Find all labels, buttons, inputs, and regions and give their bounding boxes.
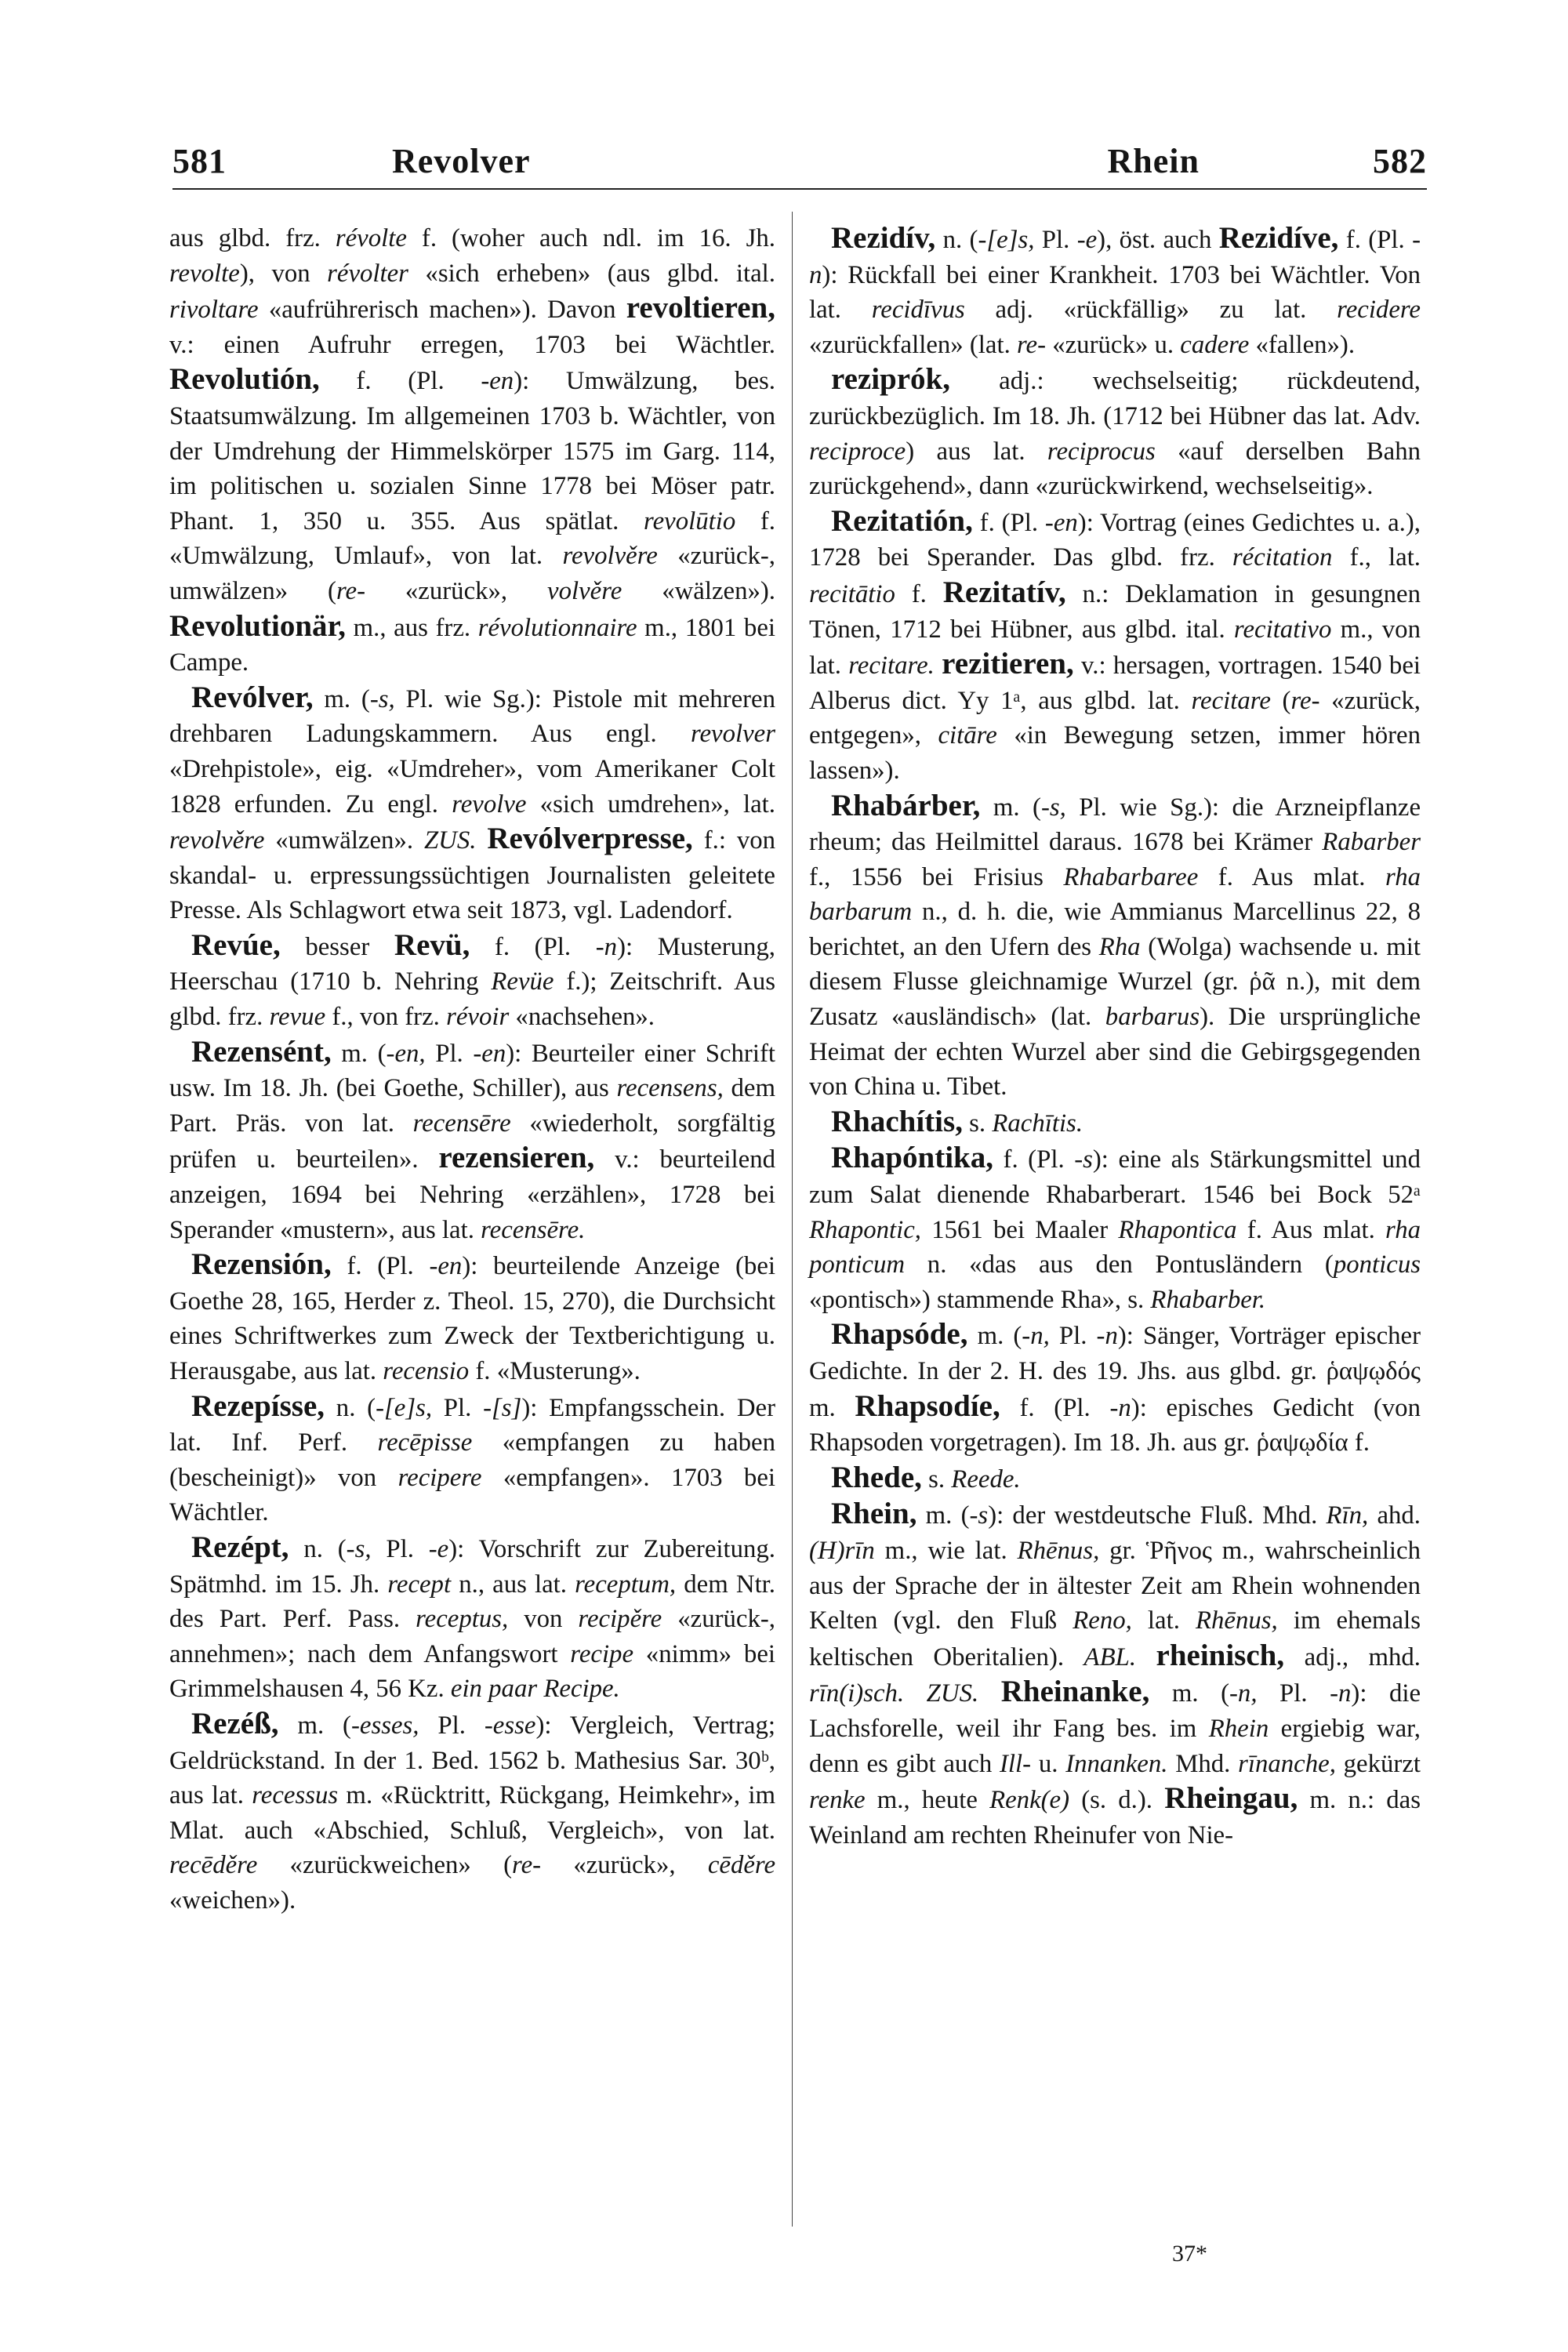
entry-text: lat.	[1131, 1606, 1196, 1635]
italic-form: ZUS.	[926, 1679, 979, 1708]
headword: Rhabárber,	[831, 788, 981, 822]
entry-text: m. (	[278, 1711, 351, 1740]
italic-form: -s	[969, 1501, 989, 1530]
italic-form: rīnanche,	[1238, 1749, 1336, 1778]
entry-text: ): die Lachsforelle, weil ihr Fang bes. im	[809, 1679, 1421, 1743]
italic-form: -n,	[1022, 1322, 1050, 1351]
italic-form: revue	[269, 1003, 326, 1032]
headword: rheinisch,	[1156, 1638, 1285, 1672]
italic-form: Rachītis.	[992, 1109, 1083, 1138]
entry-text: f. (woher auch ndl. im 16. Jh.	[406, 224, 775, 252]
entry-text: f. (Pl.	[470, 932, 596, 961]
italic-form: recitātio	[809, 579, 895, 608]
entry-text: «wälzen»).	[622, 576, 775, 605]
entry-text: «Drehpistole», eig. «Umdreher», vom Amerikaner Colt 1828 erfunden. Zu engl.	[169, 754, 775, 818]
entry-text	[476, 826, 487, 855]
dictionary-entry-reziprok	[809, 362, 1421, 503]
entry-text: «wiederholt, sorgfältig prüfen u. beurteilen».	[169, 1109, 775, 1174]
entry-text: «zurückweichen» (	[257, 1851, 513, 1880]
entry-text: ): Vergleich, Vertrag; Geldrückstand. In der 1. Bed. 1562 b. Mathesius Sar. 30ᵇ, aus lat.	[169, 1711, 775, 1810]
headword: Rezitatív,	[942, 575, 1066, 609]
italic-form: Rhabarber.	[1150, 1285, 1266, 1314]
entry-text: n., d. h. die, wie Ammianus Marcellinus 22, 8 berichtet, an den Ufern des	[809, 898, 1421, 961]
entry-text	[935, 652, 942, 680]
italic-form: Rhein	[1208, 1714, 1269, 1743]
italic-form: recipe	[570, 1639, 634, 1668]
entry-text: «auf derselben Bahn zurückgehend», dann «zurückwirkend, wechselseitig».	[809, 437, 1421, 501]
italic-form: récitation	[1232, 543, 1333, 572]
italic-form: recēděre	[169, 1851, 258, 1880]
running-header	[172, 141, 1427, 190]
dictionary-entry-rezepisse	[169, 1389, 775, 1530]
entry-text: f.	[895, 579, 943, 608]
italic-form: Rhapontic,	[809, 1215, 922, 1244]
entry-text	[978, 1679, 1001, 1708]
entry-text: n., aus lat.	[451, 1570, 575, 1599]
italic-form: reciprocus	[1047, 437, 1156, 466]
entry-text: «sich erheben» (aus glbd. ital.	[408, 259, 775, 288]
entry-text: gr. Ῥῆνος m., wahrscheinlich aus der Sprache der in ältester Zeit am Rhein wohnenden Kelten (vgl. den Fluß	[809, 1536, 1421, 1635]
italic-form: barbarus	[1105, 1003, 1200, 1032]
italic-form: Rhabarbaree	[1063, 862, 1199, 891]
italic-form: Reno,	[1073, 1606, 1132, 1635]
entry-text: f.: von skandal- u. erpressungssüchtigen Journalisten geleitete Presse. Als Schlagwort etwa seit 1873, vgl. Ladendorf.	[169, 826, 776, 925]
entry-text: ): Umwälzung, bes. Staatsumwälzung. Im allgemeinen 1703 b. Wächtler, von der Umdrehung der Himmelskörper 1575 im Garg. 114, im politischen u. sozialen Sinne 1778 bei Möser patr. Phant. 1, 350 u. 355. Aus spätlat.	[169, 367, 775, 535]
headword: Rezidív,	[831, 221, 936, 255]
entry-text: «nachsehen».	[509, 1003, 655, 1032]
entry-text: ): Sänger, Vorträger epischer Gedichte. In der 2. H. des 19. Jhs. aus glbd. gr. ῥαψῳδός m.	[809, 1322, 1421, 1422]
entry-text: Pl. wie Sg.): Pistole mit mehreren drehbaren Ladungskammern. Aus engl.	[169, 684, 776, 749]
entry-text: «fallen»).	[1249, 330, 1356, 359]
italic-form: Renk(e)	[989, 1786, 1070, 1815]
italic-form: Innanken.	[1065, 1749, 1168, 1778]
entry-text: m. (	[916, 1501, 970, 1530]
entry-text: f. (Pl.	[993, 1145, 1075, 1174]
entry-text: «zurück»,	[541, 1851, 708, 1880]
italic-form: ZUS.	[423, 826, 477, 855]
entry-text: Pl.	[1034, 226, 1077, 254]
italic-form: recidīvus	[871, 296, 965, 325]
italic-form: -n	[1330, 1679, 1352, 1708]
italic-form: recidere	[1337, 296, 1421, 325]
entry-text: ). Die ursprüngliche Heimat der echten Wurzel aber sind die Gebirgsgegenden von China u. Tibet.	[809, 1003, 1421, 1102]
entry-text: «in Bewegung setzen, immer hören lassen»).	[809, 721, 1421, 785]
entry-text: «zurück-, umwälzen» (	[169, 542, 775, 605]
headword: Revolutionär,	[169, 608, 346, 643]
italic-form: rha ponticum	[809, 1215, 1421, 1279]
headword: Rhapsodíe,	[855, 1388, 1000, 1423]
entry-text: f., lat.	[1332, 543, 1421, 572]
entry-text: ), öst. auch	[1097, 226, 1219, 254]
entry-text: Pl.	[419, 1711, 485, 1740]
headword: Revü,	[394, 927, 470, 962]
dictionary-entry-rezension	[169, 1247, 775, 1388]
dictionary-entry-rezidiv	[809, 221, 1421, 362]
italic-form: revolve	[452, 789, 527, 818]
italic-form: -n	[595, 932, 618, 961]
italic-form: -n,	[1229, 1679, 1258, 1708]
entry-text: «weichen»).	[169, 1886, 296, 1915]
entry-text: «umwälzen».	[264, 826, 424, 855]
entry-text: «aufrührerisch machen»). Davon	[258, 296, 626, 325]
entry-text: Pl.	[371, 1534, 429, 1563]
italic-form: receptus,	[416, 1605, 509, 1634]
italic-form: recēpisse	[377, 1428, 473, 1457]
entry-text: ): Beurteiler einer Schrift usw. Im 18. Jh. (bei Goethe, Schiller), aus	[169, 1039, 775, 1103]
entry-text: Pl. wie Sg.): die Arzneipflanze rheum; das Heilmittel daraus. 1678 bei Krämer	[809, 793, 1421, 857]
entry-text: ergiebig war, denn es gibt auch	[809, 1714, 1421, 1778]
headword: Rhapóntika,	[831, 1141, 993, 1175]
italic-form: (H)rīn	[809, 1536, 875, 1565]
entry-text: n. (	[325, 1393, 376, 1422]
italic-form: -en	[1044, 508, 1078, 537]
entry-text: m., heute	[865, 1786, 990, 1815]
italic-form: révolutionnaire	[477, 613, 637, 642]
entry-text: ): Musterung, Heerschau (1710 b. Nehring	[169, 932, 776, 996]
headword: reziprók,	[831, 362, 951, 397]
entry-text: 1561 bei Maaler	[921, 1215, 1119, 1244]
entry-text: s.	[962, 1109, 993, 1138]
page-number-right: 582	[1373, 142, 1427, 180]
column-divider	[792, 212, 793, 2227]
italic-form: -n	[809, 226, 1421, 289]
entry-text: f. (Pl.	[1000, 1393, 1110, 1422]
entry-text: m., wie lat.	[874, 1536, 1018, 1565]
entry-text: adj.: wechselseitig; rückdeutend, zurückbezüglich. Im 18. Jh. (1712 bei Hübner das lat. Adv.	[809, 367, 1421, 430]
entry-text: f. (Pl.	[331, 1252, 430, 1281]
entry-text: f. (Pl.	[319, 367, 481, 396]
italic-form: -s,	[1040, 793, 1066, 822]
italic-form: volvěre	[547, 576, 622, 605]
entry-text: dem Ntr. des Part. Perf. Pass.	[169, 1570, 775, 1634]
dictionary-entry-rhede	[809, 1461, 1421, 1497]
italic-form: recessus	[252, 1781, 339, 1810]
entry-text: n. «das aus den Pontusländern (	[905, 1250, 1334, 1279]
entry-text: adj., mhd.	[1284, 1642, 1421, 1671]
italic-form: révoir	[446, 1003, 510, 1032]
italic-form: révolte	[335, 224, 407, 252]
headword: Rezensént,	[191, 1034, 332, 1069]
headword: Rezitatión,	[831, 503, 973, 538]
italic-form: revolvěre	[169, 826, 265, 855]
entry-text: «nimm» bei Grimmelshausen 4, 56 Kz.	[169, 1639, 776, 1704]
page-number-left: 581	[172, 142, 227, 180]
entry-text: m. «Rücktritt, Rückgang, Heimkehr», im Mlat. auch «Abschied, Schluß, Vergleich», von lat.	[169, 1781, 775, 1845]
italic-form: -s,	[369, 684, 395, 713]
entry-text: v.: einen Aufruhr erregen, 1703 bei Wächtler.	[169, 330, 775, 359]
italic-form: recitare	[1191, 686, 1271, 715]
headword: Revólverpresse,	[487, 822, 693, 856]
entry-text	[1136, 1643, 1156, 1671]
italic-form: -e	[1076, 226, 1098, 254]
entry-text: v.: hersagen, vortragen. 1540 bei Alberus dict. Yy 1ᵃ, aus glbd. lat.	[809, 652, 1421, 715]
entry-text: f. (Pl.	[1338, 226, 1413, 254]
italic-form: rīn(i)sch.	[809, 1679, 905, 1708]
entry-text: n. (	[935, 226, 978, 254]
entry-text: «empfangen». 1703 bei Wächtler.	[169, 1463, 776, 1527]
entry-text: Pl.	[1257, 1679, 1330, 1708]
entry-text: «zurück-, annehmen»; nach dem Anfangswort	[169, 1605, 775, 1668]
italic-form: revolūtio	[644, 506, 736, 535]
italic-form: -esses,	[350, 1711, 419, 1740]
italic-form: cēděre	[707, 1851, 775, 1880]
entry-text: ) aus lat.	[906, 437, 1047, 466]
headword: Revúe,	[191, 927, 281, 962]
entry-text: ): eine als Stärkungsmittel und zum Salat dienende Rhabarberart. 1546 bei Bock 52ᵃ	[809, 1145, 1421, 1210]
headword: Rezidíve,	[1218, 221, 1339, 255]
italic-form: -s	[1074, 1145, 1093, 1174]
entry-text: ), von	[239, 259, 328, 288]
signature-mark: 37*	[1172, 2241, 1207, 2267]
entry-text: Mhd.	[1167, 1749, 1239, 1778]
entry-text: von	[508, 1605, 579, 1634]
entry-text: f.); Zeitschrift. Aus glbd. frz.	[169, 967, 775, 1032]
entry-text: (Wolga) wachsende u. mit diesem Flusse gleichnamige Wurzel (gr. ῥᾶ n.), mit dem Zusatz «ausländisch» (lat.	[809, 932, 1421, 1032]
dictionary-entry-revolver	[169, 681, 775, 928]
italic-form: -[s]	[483, 1393, 522, 1422]
entry-text: ): beurteilende Anzeige (bei Goethe 28, 165, Herder z. Theol. 15, 270), die Durchsicht eines Schriftwerkes zum Zweck der Textberichtigung u. Herausgabe, aus lat.	[169, 1252, 775, 1385]
italic-form: recensio	[383, 1357, 470, 1385]
italic-form: ABL.	[1083, 1642, 1137, 1671]
entry-text: m., von lat.	[809, 615, 1421, 681]
entry-text: f. (Pl.	[972, 508, 1045, 537]
entry-text: Pl.	[432, 1393, 484, 1422]
italic-form: Ill-	[1000, 1749, 1032, 1778]
headword: Rezéß,	[191, 1706, 279, 1740]
headword: rezitieren,	[942, 647, 1074, 681]
entry-text: besser	[280, 932, 394, 961]
dictionary-entry-rhein	[809, 1497, 1421, 1853]
entry-text: m. (	[313, 684, 370, 713]
entry-text: «empfangen zu haben (bescheinigt)» von	[169, 1428, 775, 1492]
italic-form: recipěre	[578, 1605, 662, 1634]
dictionary-entry-rhabarber	[809, 789, 1421, 1105]
italic-form: citāre	[938, 721, 997, 750]
entry-text: «pontisch») stammende Rha», s.	[809, 1285, 1151, 1314]
entry-text: m. (	[967, 1322, 1022, 1351]
entry-text: gekürzt	[1335, 1749, 1421, 1778]
dictionary-entry-rezept	[169, 1530, 775, 1707]
dictionary-entry-revolte	[169, 221, 775, 681]
italic-form: Rīn,	[1326, 1501, 1369, 1530]
italic-form: -en	[473, 1039, 506, 1068]
italic-form: Rhēnus,	[1196, 1606, 1278, 1635]
italic-form: re-	[512, 1851, 542, 1880]
headword: Rhachítis,	[831, 1104, 963, 1138]
italic-form: -[e]s,	[376, 1393, 433, 1422]
headword: Revólver,	[191, 680, 314, 714]
entry-text: ahd.	[1368, 1501, 1421, 1530]
dictionary-entry-rezensent	[169, 1035, 775, 1248]
entry-text: f. Aus mlat.	[1236, 1215, 1386, 1244]
italic-form: re-	[1017, 330, 1047, 359]
entry-text: m. (	[980, 793, 1041, 822]
italic-form: ein paar Recipe.	[450, 1675, 620, 1704]
entry-text: Pl.	[1049, 1322, 1097, 1351]
left-column	[169, 221, 775, 1918]
italic-form: -s,	[346, 1534, 372, 1563]
entry-text: f. «Umwälzung, Umlauf», von lat.	[169, 506, 775, 571]
headword: Rezépt,	[191, 1530, 289, 1564]
italic-form: renke	[809, 1786, 866, 1815]
entry-text: m. (	[331, 1039, 387, 1068]
dictionary-entry-rhachitis	[809, 1105, 1421, 1142]
italic-form: recitare.	[848, 652, 935, 681]
italic-form: revolte	[169, 259, 240, 288]
entry-text: adj. «rückfällig» zu lat.	[964, 296, 1338, 325]
italic-form: recept	[387, 1570, 452, 1599]
entry-text: v.: beurteilend anzeigen, 1694 bei Nehring «erzählen», 1728 bei Sperander «mustern», aus lat.	[169, 1145, 775, 1244]
entry-text: dem Part. Präs. von lat.	[169, 1074, 776, 1138]
italic-form: receptum,	[575, 1570, 677, 1599]
entry-text: u.	[1031, 1749, 1066, 1778]
entry-text: «sich umdrehen», lat.	[526, 789, 775, 818]
entry-text: m., 1801 bei Campe.	[169, 613, 776, 677]
entry-text: «zurückfallen» (lat.	[809, 330, 1017, 359]
italic-form: revolver	[690, 720, 775, 749]
dictionary-entry-rezitation	[809, 504, 1421, 789]
headword: Rezepísse,	[191, 1388, 325, 1423]
italic-form: Reede.	[951, 1465, 1021, 1494]
entry-text: s.	[921, 1465, 952, 1494]
italic-form: Rha	[1098, 932, 1141, 961]
entry-text: ): Rückfall bei einer Krankheit. 1703 bei Wächtler. Von lat.	[809, 260, 1421, 325]
entry-text: «zurück, entgegen»,	[809, 686, 1421, 750]
italic-form: recensēre.	[481, 1215, 586, 1244]
italic-form: -en,	[386, 1039, 426, 1068]
entry-text: (	[1270, 686, 1291, 715]
entry-text: m., aus frz.	[346, 613, 478, 642]
dictionary-entry-rhapontika	[809, 1141, 1421, 1317]
italic-form: -esse	[484, 1711, 536, 1740]
entry-text: ): Vorschrift zur Zubereitung. Spätmhd. im 15. Jh.	[169, 1534, 776, 1599]
italic-form: Rhēnus,	[1017, 1536, 1100, 1565]
entry-text: ): Empfangsschein. Der lat. Inf. Perf.	[169, 1393, 775, 1457]
italic-form: rivoltare	[169, 296, 259, 325]
headword: Rhapsóde,	[831, 1317, 968, 1352]
entry-text: f. «Musterung».	[469, 1357, 641, 1385]
entry-text: «zurück»,	[365, 576, 548, 605]
italic-form: recensēre	[412, 1109, 511, 1138]
headword: rezensieren,	[438, 1141, 595, 1175]
entry-text: n.: Deklamation in gesungnen Tönen, 1712 bei Hübner, aus glbd. ital.	[809, 579, 1421, 644]
entry-text: aus glbd. frz.	[169, 224, 336, 252]
entry-text: «zurück» u.	[1046, 330, 1181, 359]
entry-text: ): episches Gedicht (von Rhapsoden vorgetragen). Im 18. Jh. aus gr. ῥαψῳδία f.	[809, 1393, 1421, 1457]
italic-form: Revüe	[491, 967, 554, 996]
italic-form: -n	[1109, 1393, 1131, 1422]
entry-text: f., 1556 bei Frisius	[809, 862, 1064, 891]
running-head-right: Rhein	[1107, 142, 1200, 180]
headword: Rhede,	[831, 1460, 922, 1494]
entry-text: f. Aus mlat.	[1198, 862, 1386, 891]
entry-text: m. n.: das Weinland am rechten Rheinufer von Nie-	[809, 1786, 1421, 1849]
headword: Rhein,	[831, 1497, 917, 1531]
entry-text: (s. d.).	[1069, 1786, 1165, 1815]
italic-form: -n	[1096, 1322, 1118, 1351]
italic-form: cadere	[1180, 330, 1250, 359]
dictionary-entry-rezess	[169, 1707, 775, 1918]
italic-form: -[e]s,	[978, 226, 1035, 254]
entry-text: Pl.	[425, 1039, 474, 1068]
headword: Rheinanke,	[1000, 1675, 1150, 1709]
headword: Rheingau,	[1164, 1781, 1298, 1816]
italic-form: ponticus	[1333, 1250, 1421, 1279]
italic-form: -en	[429, 1252, 463, 1281]
italic-form: revolvěre	[562, 542, 658, 571]
entry-text: ): der westdeutsche Fluß. Mhd.	[988, 1501, 1327, 1530]
italic-form: -e	[428, 1534, 449, 1563]
headword: Revolutión,	[169, 362, 320, 397]
right-column	[809, 221, 1421, 1853]
italic-form: révolter	[327, 259, 408, 288]
entry-text: im ehemals keltischen Oberitalien).	[809, 1606, 1421, 1671]
italic-form: recitativo	[1233, 615, 1332, 644]
italic-form: re-	[336, 576, 366, 605]
entry-text: ): Vortrag (eines Gedichtes u. a.), 1728 bei Sperander. Das glbd. frz.	[809, 508, 1421, 572]
dictionary-entry-revue	[169, 928, 775, 1035]
italic-form: reciproce	[809, 437, 906, 466]
running-head-left: Revolver	[392, 142, 531, 180]
entry-text: m. (	[1149, 1679, 1229, 1708]
entry-text	[904, 1679, 927, 1708]
entry-text: n. (	[289, 1534, 347, 1563]
headword: Rezensión,	[191, 1247, 332, 1282]
italic-form: recipere	[397, 1463, 482, 1492]
headword: revoltieren,	[626, 291, 775, 325]
italic-form: recensens,	[616, 1074, 724, 1103]
italic-form: rha barbarum	[809, 862, 1421, 927]
italic-form: Rhapontica	[1118, 1215, 1237, 1244]
italic-form: re-	[1290, 686, 1320, 715]
italic-form: -en	[481, 367, 514, 396]
entry-text: f., von frz.	[325, 1003, 447, 1032]
dictionary-entry-rhapsode	[809, 1317, 1421, 1460]
italic-form: Rabarber	[1322, 828, 1421, 857]
